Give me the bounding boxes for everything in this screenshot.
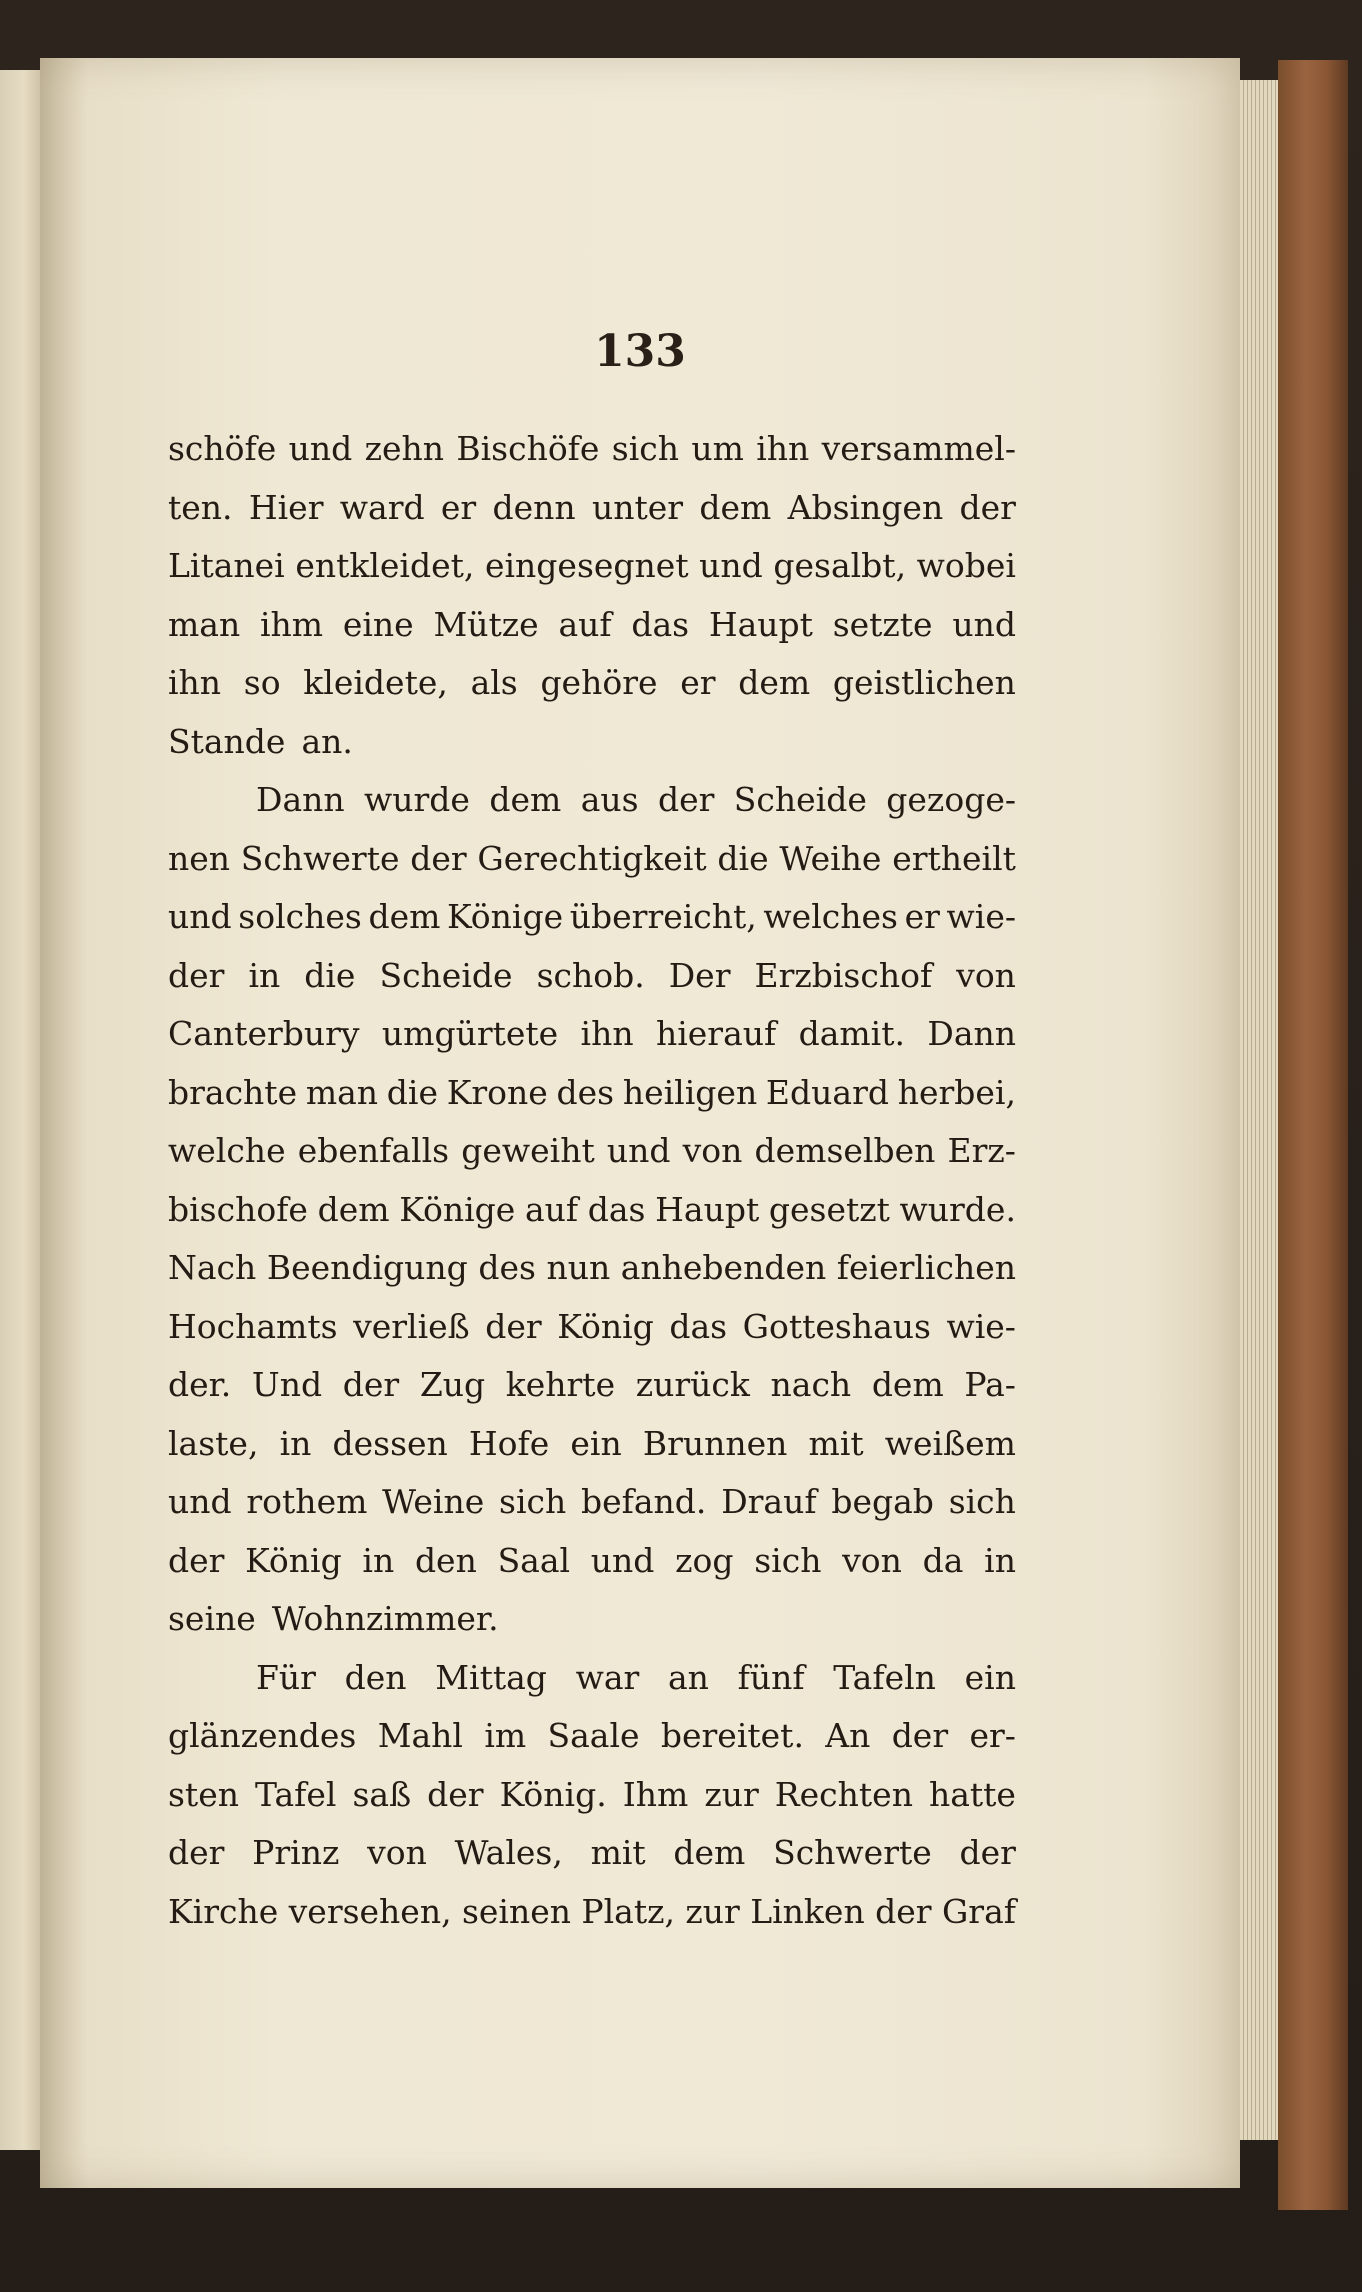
text-line	[168, 1005, 1016, 1064]
word: Dann	[256, 780, 345, 819]
word: die	[386, 1072, 438, 1112]
word: Graf	[941, 1891, 1016, 1931]
word: saß	[352, 1774, 412, 1814]
word: von	[842, 1540, 902, 1580]
word: Gerechtigkeit	[477, 838, 707, 878]
word: Erz-	[947, 1131, 1016, 1170]
word: in	[248, 955, 281, 995]
word: Haupt	[655, 1189, 760, 1229]
word: Schwerte	[773, 1833, 932, 1872]
word: Pa-	[964, 1365, 1016, 1404]
word: sten	[168, 1774, 239, 1814]
word: wobei	[916, 546, 1016, 585]
word: Für	[256, 1657, 316, 1697]
word: König	[557, 1306, 654, 1346]
word: schob.	[536, 955, 645, 995]
word: An	[825, 1716, 871, 1755]
word: Scheide	[379, 955, 513, 995]
word: umgürtete	[381, 1014, 559, 1053]
word: ihn	[168, 663, 222, 702]
word: im	[484, 1716, 527, 1755]
word: König	[245, 1540, 342, 1580]
word: Absingen	[787, 487, 944, 527]
text-line	[168, 1473, 1016, 1532]
word: König.	[499, 1774, 607, 1814]
text-line	[168, 537, 1016, 596]
word: der	[342, 1365, 400, 1404]
text-line	[168, 596, 1016, 655]
word: Haupt	[708, 604, 813, 644]
word: geistlichen	[832, 663, 1016, 702]
word: da	[922, 1540, 964, 1580]
word: von	[956, 955, 1016, 995]
word: Könige	[447, 897, 564, 936]
word: Hofe	[468, 1423, 550, 1463]
word: befand.	[581, 1482, 707, 1521]
word: und	[168, 1482, 232, 1521]
word: man	[305, 1072, 379, 1112]
word: der	[959, 1833, 1016, 1872]
text-line	[168, 420, 1016, 479]
word: der	[891, 1716, 949, 1755]
word: den	[414, 1540, 477, 1580]
word: hierauf	[655, 1014, 777, 1053]
word: bischofe	[168, 1189, 308, 1229]
text-line	[168, 1590, 1016, 1649]
word: zehn	[364, 429, 445, 468]
word: zog	[675, 1540, 734, 1580]
word: dem	[368, 897, 441, 936]
text-line	[168, 1649, 1016, 1708]
word: der	[168, 1540, 225, 1580]
word: Mütze	[433, 604, 539, 644]
word: der	[485, 1306, 542, 1346]
word: demselben	[754, 1131, 936, 1170]
word: Hier	[248, 487, 324, 527]
word: verließ	[353, 1306, 470, 1346]
word: in	[984, 1540, 1016, 1580]
word: Platz,	[581, 1891, 675, 1931]
text-line	[168, 771, 1016, 830]
text-line	[168, 479, 1016, 538]
word: begab	[831, 1482, 934, 1521]
word: der	[959, 487, 1016, 527]
word: heiligen	[622, 1072, 758, 1112]
word: er-	[969, 1716, 1016, 1755]
word: des	[478, 1248, 536, 1287]
word: ein	[570, 1423, 622, 1463]
word: nun	[546, 1248, 611, 1287]
word: wie-	[946, 1306, 1016, 1346]
word: Könige	[399, 1189, 516, 1229]
word: dem	[738, 663, 811, 702]
book-page	[40, 58, 1240, 2188]
word: versammel-	[821, 429, 1016, 468]
word: entkleidet,	[295, 546, 475, 585]
word: ebenfalls	[297, 1131, 450, 1170]
word: Gotteshaus	[742, 1306, 931, 1346]
word: an.	[301, 721, 353, 761]
word: Weihe	[779, 838, 882, 878]
word: Kirche	[168, 1891, 279, 1931]
word: zur	[704, 1774, 759, 1814]
word: als	[470, 663, 518, 702]
word: fünf	[737, 1657, 805, 1697]
word: seinen	[461, 1891, 572, 1931]
word: Mittag	[435, 1657, 547, 1697]
word: Stande	[168, 721, 286, 761]
word: rothem	[246, 1482, 368, 1521]
word: solches	[238, 897, 362, 936]
facing-page-edge	[0, 70, 42, 2150]
word: er	[680, 663, 716, 702]
text-line	[168, 1415, 1016, 1474]
word: Saale	[547, 1716, 640, 1755]
word: der	[657, 780, 715, 819]
word: dem	[317, 1189, 390, 1229]
word: damit.	[798, 1014, 905, 1053]
word: der	[168, 1833, 225, 1872]
word: anhebenden	[620, 1248, 827, 1287]
word: laste,	[168, 1423, 259, 1463]
word: von	[367, 1833, 427, 1872]
word: Drauf	[721, 1482, 817, 1521]
word: ihn	[580, 1014, 634, 1053]
word: glänzendes	[168, 1716, 357, 1755]
word: gesalbt,	[773, 546, 907, 585]
word: ten.	[168, 487, 233, 527]
word: überreicht,	[569, 897, 757, 936]
word: hatte	[928, 1774, 1016, 1814]
word: und	[699, 546, 763, 585]
text-line	[168, 1181, 1016, 1240]
text-line	[168, 1766, 1016, 1825]
word: gezoge-	[886, 780, 1016, 819]
word: der	[168, 955, 225, 995]
text-line	[168, 654, 1016, 713]
word: dem	[489, 780, 562, 819]
text-line	[168, 1239, 1016, 1298]
word: Erzbischof	[754, 955, 933, 995]
word: Der	[668, 955, 731, 995]
word: Beendigung	[266, 1248, 468, 1287]
word: der	[427, 1774, 484, 1814]
word: den	[344, 1657, 407, 1697]
word: kleidete,	[303, 663, 448, 702]
word: geweiht	[461, 1131, 595, 1170]
word: zurück	[635, 1365, 750, 1404]
word: dem	[871, 1365, 944, 1404]
word: feierlichen	[836, 1248, 1016, 1287]
text-line	[168, 830, 1016, 889]
word: eingesegnet	[484, 546, 689, 585]
word: in	[279, 1423, 312, 1463]
word: schöfe	[168, 429, 277, 468]
word: auf	[558, 604, 612, 644]
word: mit	[808, 1423, 864, 1463]
word: nach	[770, 1365, 852, 1404]
word: welche	[168, 1131, 286, 1170]
word: wurde.	[899, 1189, 1016, 1229]
word: Eduard	[765, 1072, 889, 1112]
word: Linken	[750, 1891, 865, 1931]
word: Wohnzimmer.	[271, 1599, 499, 1638]
word: unter	[591, 487, 684, 527]
text-line	[168, 1824, 1016, 1883]
word: von	[682, 1131, 743, 1170]
text-line	[168, 713, 1016, 772]
word: ward	[339, 487, 425, 527]
word: Brunnen	[642, 1423, 788, 1463]
word: der.	[168, 1365, 232, 1404]
word: setzte	[832, 604, 933, 644]
body-text	[168, 420, 1016, 1941]
word: der	[875, 1891, 932, 1931]
word: nen	[168, 838, 231, 878]
word: Bischöfe	[456, 429, 600, 468]
word: Schwerte	[240, 838, 400, 878]
word: und	[168, 897, 232, 936]
text-line	[168, 947, 1016, 1006]
word: Und	[251, 1365, 323, 1404]
word: sich	[754, 1540, 822, 1580]
book-cover	[1278, 60, 1348, 2210]
word: Dann	[927, 1014, 1016, 1053]
word: Krone	[446, 1072, 548, 1112]
word: Litanei	[168, 546, 285, 585]
word: sich	[948, 1482, 1016, 1521]
text-line	[168, 1532, 1016, 1591]
word: mit	[590, 1833, 646, 1872]
word: dessen	[332, 1423, 448, 1463]
word: ein	[964, 1657, 1016, 1697]
word: auf	[524, 1189, 579, 1229]
word: sich	[611, 429, 679, 468]
word: eine	[342, 604, 414, 644]
word: war	[575, 1657, 640, 1697]
text-line	[168, 888, 1016, 947]
word: Wales,	[454, 1833, 563, 1872]
word: Rechten	[774, 1774, 913, 1814]
word: das	[587, 1189, 646, 1229]
word: Ihm	[622, 1774, 689, 1814]
word: Prinz	[252, 1833, 340, 1872]
page-edges	[1240, 80, 1278, 2140]
word: und	[590, 1540, 655, 1580]
word: Saal	[497, 1540, 571, 1580]
word: die	[304, 955, 356, 995]
word: versehen,	[288, 1891, 452, 1931]
text-line	[168, 1064, 1016, 1123]
word: er	[904, 897, 940, 936]
word: weißem	[884, 1423, 1016, 1463]
word: Weine	[382, 1482, 485, 1521]
word: und	[288, 429, 353, 468]
word: sich	[499, 1482, 567, 1521]
word: in	[362, 1540, 395, 1580]
word: wie-	[946, 897, 1016, 936]
word: seine	[168, 1599, 256, 1638]
word: ihm	[259, 604, 324, 644]
word: Zug	[419, 1365, 486, 1404]
text-line	[168, 1707, 1016, 1766]
word: bereitet.	[660, 1716, 804, 1755]
word: an	[667, 1657, 709, 1697]
word: ihn	[756, 429, 810, 468]
word: des	[556, 1072, 615, 1112]
word: so	[243, 663, 281, 702]
word: zur	[685, 1891, 740, 1931]
word: Nach	[168, 1248, 257, 1287]
word: die	[717, 838, 769, 878]
text-line	[168, 1356, 1016, 1415]
word: Canterbury	[168, 1014, 360, 1053]
word: denn	[492, 487, 576, 527]
word: Tafeln	[833, 1657, 936, 1697]
word: das	[631, 604, 690, 644]
word: dem	[673, 1833, 746, 1872]
word: kehrte	[505, 1365, 616, 1404]
word: aus	[580, 780, 639, 819]
word: ertheilt	[892, 838, 1016, 878]
page-number: 133	[594, 326, 686, 377]
word: das	[669, 1306, 728, 1346]
word: herbei,	[897, 1072, 1016, 1112]
text-line	[168, 1298, 1016, 1357]
word: gesetzt	[768, 1189, 890, 1229]
word: brachte	[168, 1072, 298, 1112]
word: gehöre	[540, 663, 658, 702]
word: dem	[699, 487, 772, 527]
word: welches	[763, 897, 898, 936]
word: wurde	[364, 780, 470, 819]
word: man	[168, 604, 241, 644]
text-line	[168, 1122, 1016, 1181]
word: Tafel	[255, 1774, 337, 1814]
word: Hochamts	[168, 1306, 338, 1346]
word: er	[440, 487, 477, 527]
word: Mahl	[377, 1716, 463, 1755]
word: der	[410, 838, 467, 878]
word: um	[691, 429, 744, 468]
word: Scheide	[733, 780, 867, 819]
text-line	[168, 1883, 1016, 1942]
word: und	[606, 1131, 671, 1170]
word: und	[952, 604, 1016, 644]
